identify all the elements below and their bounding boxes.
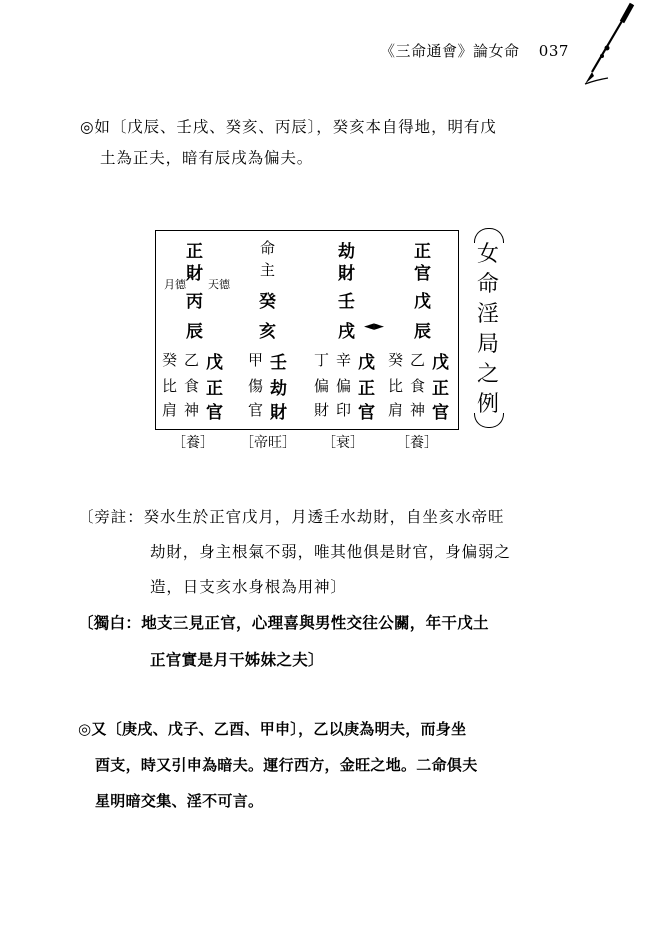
- c4-hidden-2: 戊: [432, 353, 449, 373]
- page-number: 037: [538, 42, 569, 60]
- c1-god-top-0: 比: [162, 377, 178, 395]
- c3-hidden-2: 戊: [358, 353, 375, 373]
- para2-line3: 星明暗交集、淫不可言。: [95, 792, 264, 810]
- c1-god-bottom-0: 肩: [162, 401, 178, 419]
- c1-hidden-0: 癸: [162, 351, 178, 369]
- para1-line2: 土為正夫，暗有辰戌為偏夫。: [100, 149, 314, 167]
- c3-hidden-0: 丁: [314, 351, 330, 369]
- c1-god-bottom-1: 神: [184, 401, 200, 419]
- c2-hidden-1: 壬: [270, 353, 287, 373]
- stage-col1: ［養］: [172, 435, 214, 451]
- c3-god-bottom-0: 財: [314, 401, 330, 419]
- stage-col2: ［帝旺］: [240, 435, 296, 451]
- col3-role-top: 劫: [338, 242, 355, 262]
- c4-god-top-1: 食: [410, 377, 426, 395]
- c3-god-top-2: 正: [358, 379, 375, 399]
- running-header: [380, 40, 569, 61]
- c1-hidden-2: 戊: [206, 353, 223, 373]
- c4-god-top-0: 比: [388, 377, 404, 395]
- col1-note-right: 天德: [208, 278, 230, 291]
- col2-role-bottom: 主: [260, 261, 276, 279]
- c3-god-top-0: 偏: [314, 377, 330, 395]
- chart-title: 女命淫局之例: [476, 242, 499, 417]
- c3-hidden-1: 辛: [336, 351, 352, 369]
- col1-stem: 丙: [186, 292, 203, 312]
- col2-stem: 癸: [259, 292, 276, 312]
- col1-role-bottom: 財: [186, 264, 203, 284]
- quill-pen-icon: [578, 0, 638, 95]
- c1-god-top-2: 正: [206, 379, 223, 399]
- col3-stem: 壬: [338, 292, 355, 312]
- title-bracket-bottom: [474, 413, 504, 428]
- col2-role-top: 命: [260, 239, 276, 257]
- c2-hidden-0: 甲: [248, 351, 264, 369]
- col4-role-bottom: 官: [414, 264, 431, 284]
- c1-god-top-1: 食: [184, 377, 200, 395]
- col1-branch: 辰: [186, 322, 203, 342]
- col4-stem: 戊: [414, 292, 431, 312]
- c4-god-bottom-1: 神: [410, 401, 426, 419]
- para2-line1: ◎又〔庚戌、戊子、乙酉、甲申〕，乙以庚為明夫，而身坐: [78, 720, 467, 738]
- c4-god-bottom-2: 官: [432, 403, 449, 423]
- stage-col3: ［衰］: [322, 435, 364, 451]
- self-note-line1: 〔獨白：地支三見正官，心理喜與男性交往公關，年干戊土: [78, 614, 489, 632]
- c2-god-top-1: 劫: [270, 379, 287, 399]
- c4-hidden-0: 癸: [388, 351, 404, 369]
- col4-branch: 辰: [414, 322, 431, 342]
- stage-col4: ［養］: [396, 435, 438, 451]
- clash-marker: ◄►: [364, 319, 384, 334]
- para1-line1: ◎如〔戊辰、壬戌、癸亥、丙辰〕，癸亥本自得地，明有戊: [80, 118, 497, 136]
- col4-role-top: 正: [414, 242, 431, 262]
- c2-god-bottom-1: 財: [270, 403, 287, 423]
- c3-god-bottom-2: 官: [358, 403, 375, 423]
- para2-line2: 酉支，時又引申為暗夫。運行西方，金旺之地。二命俱夫: [95, 756, 478, 774]
- col3-branch: 戌: [338, 322, 355, 342]
- self-note-line2: 正官實是月干姊妹之夫〕: [150, 651, 324, 669]
- bazi-chart: [155, 230, 459, 430]
- c3-god-top-1: 偏: [336, 377, 352, 395]
- side-note-line1: 〔旁註：癸水生於正官戊月，月透壬水劫財，自坐亥水帝旺: [78, 508, 505, 526]
- c1-hidden-1: 乙: [184, 351, 200, 369]
- header-title: 《三命通會》論女命: [380, 42, 520, 60]
- c4-god-top-2: 正: [432, 379, 449, 399]
- chart-title-vertical: [470, 228, 506, 428]
- col2-branch: 亥: [259, 322, 276, 342]
- side-note-line2: 劫財，身主根氣不弱，唯其他俱是財官，身偏弱之: [150, 543, 511, 561]
- c2-god-bottom-0: 官: [248, 401, 264, 419]
- c4-hidden-1: 乙: [410, 351, 426, 369]
- c3-god-bottom-1: 印: [336, 401, 352, 419]
- col1-note-left: 月德: [164, 278, 186, 291]
- side-note-line3: 造，日支亥水身根為用神〕: [150, 578, 347, 596]
- c4-god-bottom-0: 肩: [388, 401, 404, 419]
- c2-god-top-0: 傷: [248, 377, 264, 395]
- c1-god-bottom-2: 官: [206, 403, 223, 423]
- col3-role-bottom: 財: [338, 264, 355, 284]
- col1-role-top: 正: [186, 242, 203, 262]
